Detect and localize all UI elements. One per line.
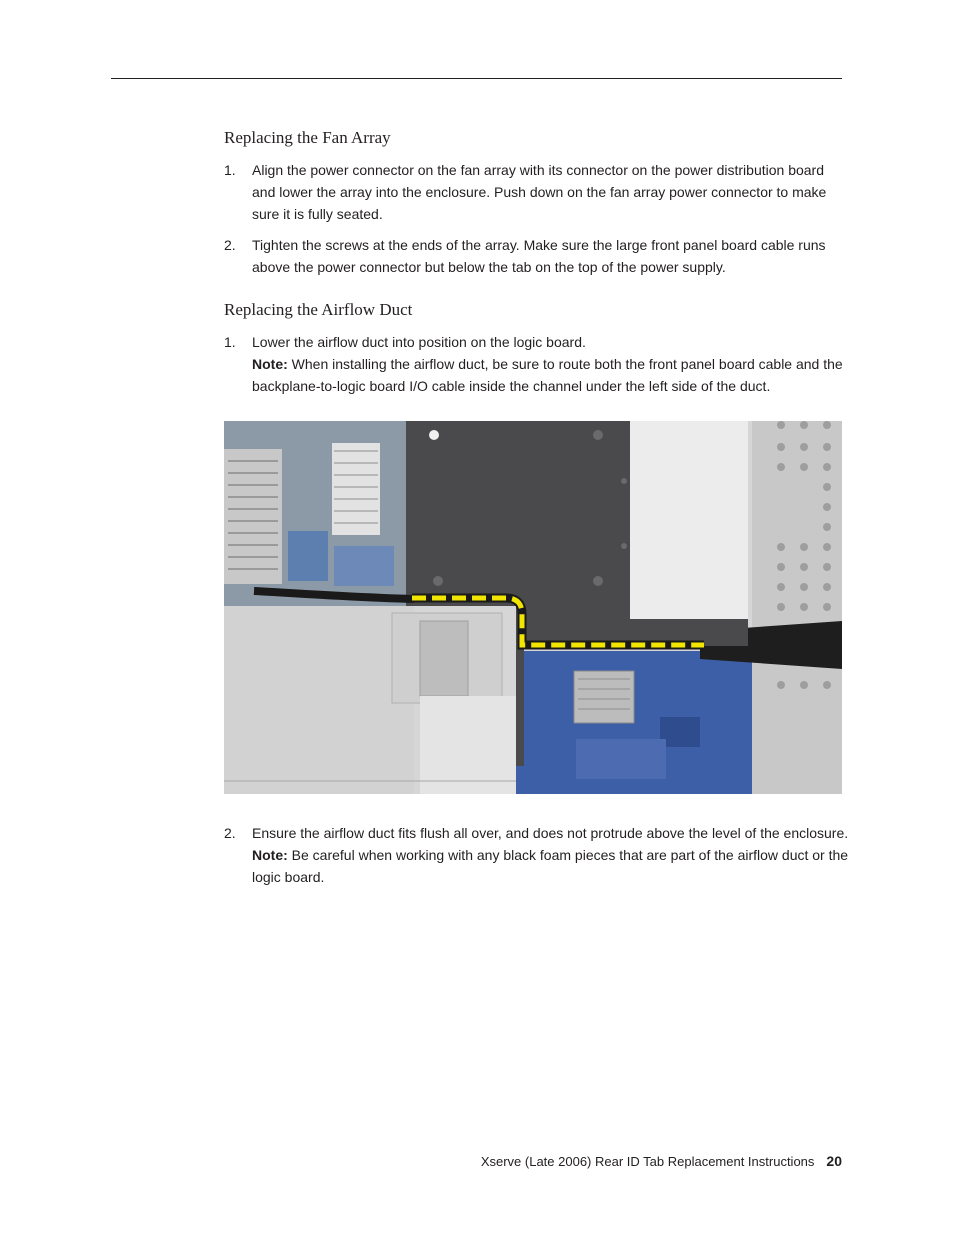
fan-step-2 [224, 234, 849, 278]
step-number: 2. [224, 825, 236, 841]
page-number: 20 [826, 1153, 842, 1169]
top-rule [111, 78, 842, 79]
step-number: 2. [224, 237, 236, 253]
step-note [252, 844, 849, 888]
page-footer [481, 1153, 842, 1169]
step-text: Align the power connector on the fan array with its connector on the power distribution board and lower the array into the enclosure. Push down on the fan array power connector to make sure it is fully seated. [252, 162, 827, 222]
airflow-duct-photo [224, 421, 842, 794]
step-text: Ensure the airflow duct fits flush all over, and does not protrude above the level of the enclosure. [252, 825, 849, 841]
footer-title: Xserve (Late 2006) Rear ID Tab Replacement Instructions [480, 1154, 815, 1169]
step-note [252, 353, 849, 397]
step-number: 1. [224, 162, 236, 178]
step-number: 1. [224, 334, 236, 350]
step-text: Tighten the screws at the ends of the array. Make sure the large front panel board cable runs above the power connector but below the tab on the top of the power supply. [252, 237, 826, 275]
note-label: Note: [252, 847, 288, 863]
note-text: Be careful when working with any black foam pieces that are part of the airflow duct or the logic board. [252, 847, 849, 885]
step-text: Lower the airflow duct into position on the logic board. [252, 334, 586, 350]
fan-step-1 [224, 159, 849, 225]
duct-step-1 [224, 331, 849, 397]
note-label: Note: [252, 356, 288, 372]
duct-step-2 [224, 822, 849, 888]
heading-fan-array: Replacing the Fan Array [224, 128, 391, 147]
heading-airflow-duct: Replacing the Airflow Duct [224, 300, 413, 319]
note-text: When installing the airflow duct, be sure to route both the front panel board cable and the backplane-to-logic board I/O cable inside the channel under the left side of the duct. [252, 356, 843, 394]
